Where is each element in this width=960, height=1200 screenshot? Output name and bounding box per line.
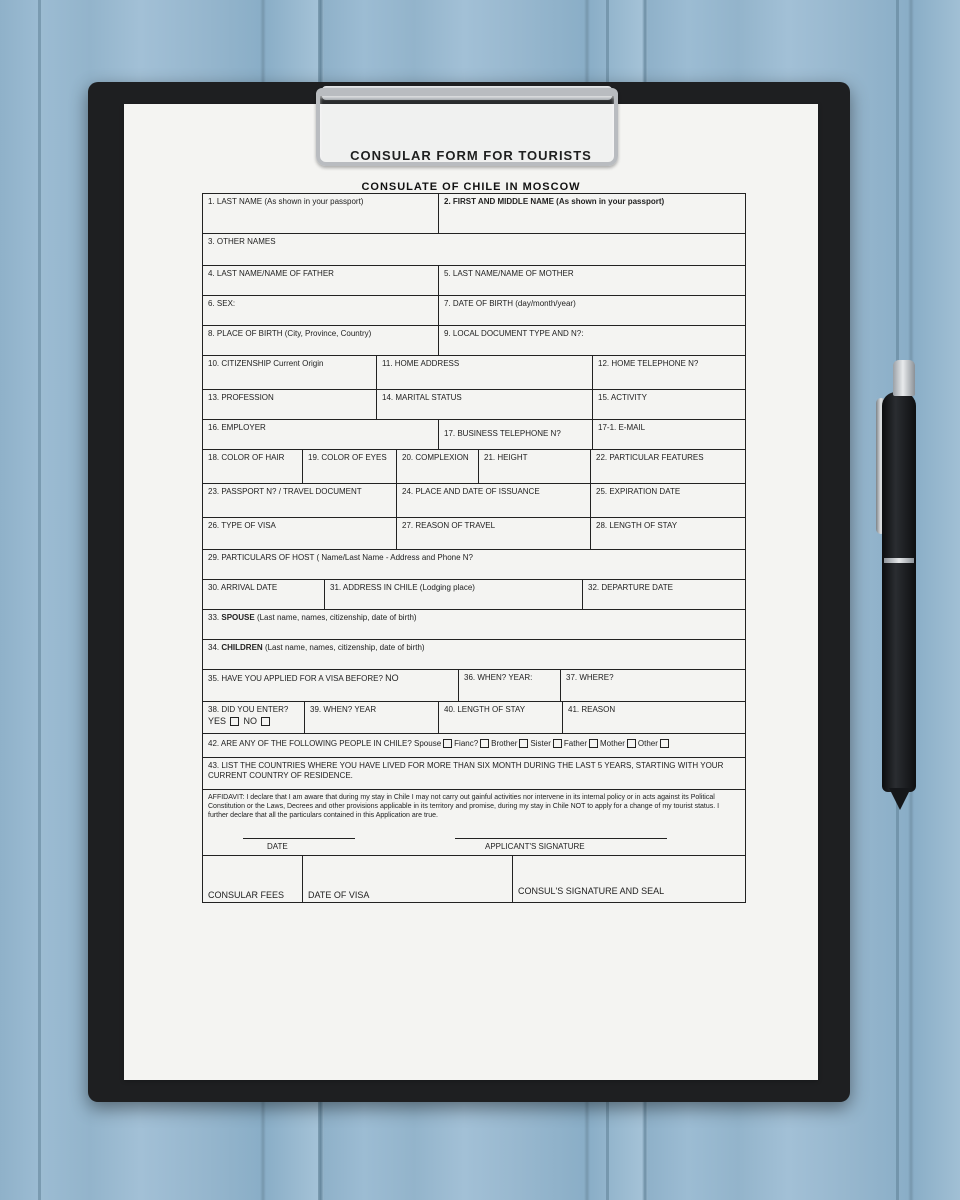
option-other: Other (637, 739, 658, 748)
form-row-11 (203, 518, 745, 550)
form-row-18 (203, 734, 745, 758)
date-of-visa[interactable]: DATE OF VISA (303, 856, 513, 902)
field-place-of-birth[interactable]: 8. PLACE OF BIRTH (City, Province, Country) (203, 326, 439, 355)
pen[interactable] (882, 392, 916, 792)
field-passport-number[interactable]: 23. PASSPORT N? / TRAVEL DOCUMENT (203, 484, 397, 517)
spouse-label: SPOUSE (221, 613, 255, 622)
sister-checkbox[interactable] (553, 739, 562, 748)
form-row-19 (203, 758, 745, 790)
field-first-name[interactable]: 2. FIRST AND MIDDLE NAME (As shown in your passport) (444, 197, 665, 206)
field-marital-status[interactable]: 14. MARITAL STATUS (377, 390, 593, 419)
field-local-document[interactable]: 9. LOCAL DOCUMENT TYPE AND N?: (444, 329, 584, 338)
form-row-7 (203, 390, 745, 420)
field-father-name[interactable]: 4. LAST NAME/NAME OF FATHER (203, 266, 439, 295)
date-label: DATE (267, 842, 288, 851)
option-mother: Mother (599, 739, 625, 748)
yes-checkbox[interactable] (230, 717, 239, 726)
option-father: Father (563, 739, 587, 748)
field-business-telephone[interactable]: 17. BUSINESS TELEPHONE N? (439, 420, 593, 449)
form-row-16 (203, 670, 745, 702)
field-countries-lived[interactable]: 43. LIST THE COUNTRIES WHERE YOU HAVE LIVED FOR MORE THAN SIX MONTH DURING THE LAST 5 YEARS, STARTING WITH YOUR CURRENT COUNTRY OF RESIDENCE. (208, 761, 724, 780)
form-title-top: CONSULAR FORM FOR TOURISTS (350, 148, 592, 163)
field-activity[interactable]: 15. ACTIVITY (598, 393, 647, 402)
field-departure-date[interactable]: 32. DEPARTURE DATE (588, 583, 673, 592)
pen-ring (884, 558, 914, 563)
field-arrival-date[interactable]: 30. ARRIVAL DATE (203, 580, 325, 609)
field-date-of-birth[interactable]: 7. DATE OF BIRTH (day/month/year) (444, 299, 576, 308)
affidavit-text: AFFIDAVIT: I declare that I am aware that during my stay in Chile I may not carry out gainful activities nor intervene in its internal policy or in acts against its Political Constitution or the Laws, Decrees and other provisions applicable in its territory and promise, during my stay in Chile NOT to apply for a change of my tourist status. I further declare that all the particulars contained in this Application are true. (208, 794, 720, 819)
field-where[interactable]: 37. WHERE? (566, 673, 614, 682)
option-sister: Sister (530, 739, 551, 748)
form-row-21 (203, 856, 745, 902)
field-visa-type[interactable]: 26. TYPE OF VISA (203, 518, 397, 549)
people-in-chile-label: 42. ARE ANY OF THE FOLLOWING PEOPLE IN CHILE? (208, 739, 412, 748)
other-checkbox[interactable] (660, 739, 669, 748)
field-hair-color[interactable]: 18. COLOR OF HAIR (203, 450, 303, 483)
consular-form (202, 193, 746, 903)
form-row-20 (203, 790, 745, 856)
field-host-particulars[interactable]: 29. PARTICULARS OF HOST ( Name/Last Name - Address and Phone N? (208, 553, 473, 562)
field-reason-of-travel[interactable]: 27. REASON OF TRAVEL (397, 518, 591, 549)
field-other-names[interactable]: 3. OTHER NAMES (208, 237, 276, 246)
form-row-12 (203, 550, 745, 580)
father-checkbox[interactable] (589, 739, 598, 748)
field-issuance[interactable]: 24. PLACE AND DATE OF ISSUANCE (397, 484, 591, 517)
field-previous-length[interactable]: 40. LENGTH OF STAY (439, 702, 563, 733)
form-row-14 (203, 610, 745, 640)
form-title-main: CONSULATE OF CHILE IN MOSCOW (361, 181, 581, 193)
field-sex[interactable]: 6. SEX: (203, 296, 439, 325)
no-checkbox[interactable] (261, 717, 270, 726)
pen-button[interactable] (893, 360, 915, 396)
consular-fees[interactable]: CONSULAR FEES (203, 856, 303, 902)
field-people-in-chile (203, 734, 745, 757)
field-spouse[interactable] (203, 610, 745, 639)
date-line (243, 838, 355, 839)
field-did-you-enter (203, 702, 305, 733)
form-row-15 (203, 640, 745, 670)
option-spouse: Spouse (414, 739, 442, 748)
field-mother-name[interactable]: 5. LAST NAME/NAME OF MOTHER (444, 269, 574, 278)
signature-label: APPLICANT'S SIGNATURE (485, 842, 585, 851)
consul-signature[interactable]: CONSUL'S SIGNATURE AND SEAL (518, 886, 665, 896)
did-you-enter-label: 38. DID YOU ENTER? (208, 705, 289, 714)
field-last-name[interactable]: 1. LAST NAME (As shown in your passport) (203, 194, 439, 233)
field-children[interactable] (203, 640, 745, 669)
field-expiration-date[interactable]: 25. EXPIRATION DATE (596, 487, 681, 496)
applied-before-label: 35. HAVE YOU APPLIED FOR A VISA BEFORE? (208, 674, 383, 683)
signature-line (455, 838, 667, 839)
pen-tip (889, 788, 911, 810)
field-home-telephone[interactable]: 12. HOME TELEPHONE N? (598, 359, 699, 368)
field-profession[interactable]: 13. PROFESSION (203, 390, 377, 419)
spouse-checkbox[interactable] (443, 739, 452, 748)
field-employer[interactable]: 16. EMPLOYER (203, 420, 439, 449)
form-row-9 (203, 450, 745, 484)
field-email[interactable]: 17-1. E-MAIL (598, 423, 646, 432)
form-row-13 (203, 580, 745, 610)
form-row-8 (203, 420, 745, 450)
spouse-number: 33. (208, 613, 220, 622)
form-row-17 (203, 702, 745, 734)
applied-before-answer: NO (385, 673, 399, 683)
form-row-3 (203, 266, 745, 296)
field-citizenship[interactable]: 10. CITIZENSHIP Current Origin (203, 356, 377, 389)
field-applied-before[interactable] (203, 670, 459, 701)
yes-label: YES (208, 716, 227, 726)
field-entry-year[interactable]: 39. WHEN? YEAR (305, 702, 439, 733)
form-row-2 (203, 234, 745, 266)
form-row-10 (203, 484, 745, 518)
children-label: CHILDREN (221, 643, 263, 652)
children-number: 34. (208, 643, 220, 652)
field-home-address[interactable]: 11. HOME ADDRESS (377, 356, 593, 389)
plank-seam (38, 0, 41, 1200)
field-complexion[interactable]: 20. COMPLEXION (397, 450, 479, 483)
field-eye-color[interactable]: 19. COLOR OF EYES (303, 450, 397, 483)
fiance-checkbox[interactable] (480, 739, 489, 748)
form-row-1 (203, 194, 745, 234)
form-row-4 (203, 296, 745, 326)
children-hint: (Last name, names, citizenship, date of birth) (264, 643, 425, 652)
form-row-5 (203, 326, 745, 356)
spouse-hint: (Last name, names, citizenship, date of birth) (256, 613, 417, 622)
brother-checkbox[interactable] (519, 739, 528, 748)
mother-checkbox[interactable] (627, 739, 636, 748)
field-height[interactable]: 21. HEIGHT (479, 450, 591, 483)
clipboard-clip (316, 88, 618, 166)
field-particular-features[interactable]: 22. PARTICULAR FEATURES (596, 453, 704, 462)
option-brother: Brother (491, 739, 518, 748)
field-when-year[interactable]: 36. WHEN? YEAR: (459, 670, 561, 701)
field-previous-reason[interactable]: 41. REASON (568, 705, 616, 714)
form-row-6 (203, 356, 745, 390)
option-fiance: Fianc? (454, 739, 479, 748)
field-address-in-chile[interactable]: 31. ADDRESS IN CHILE (Lodging place) (325, 580, 583, 609)
no-label: NO (243, 716, 257, 726)
field-length-of-stay[interactable]: 28. LENGTH OF STAY (596, 521, 678, 530)
